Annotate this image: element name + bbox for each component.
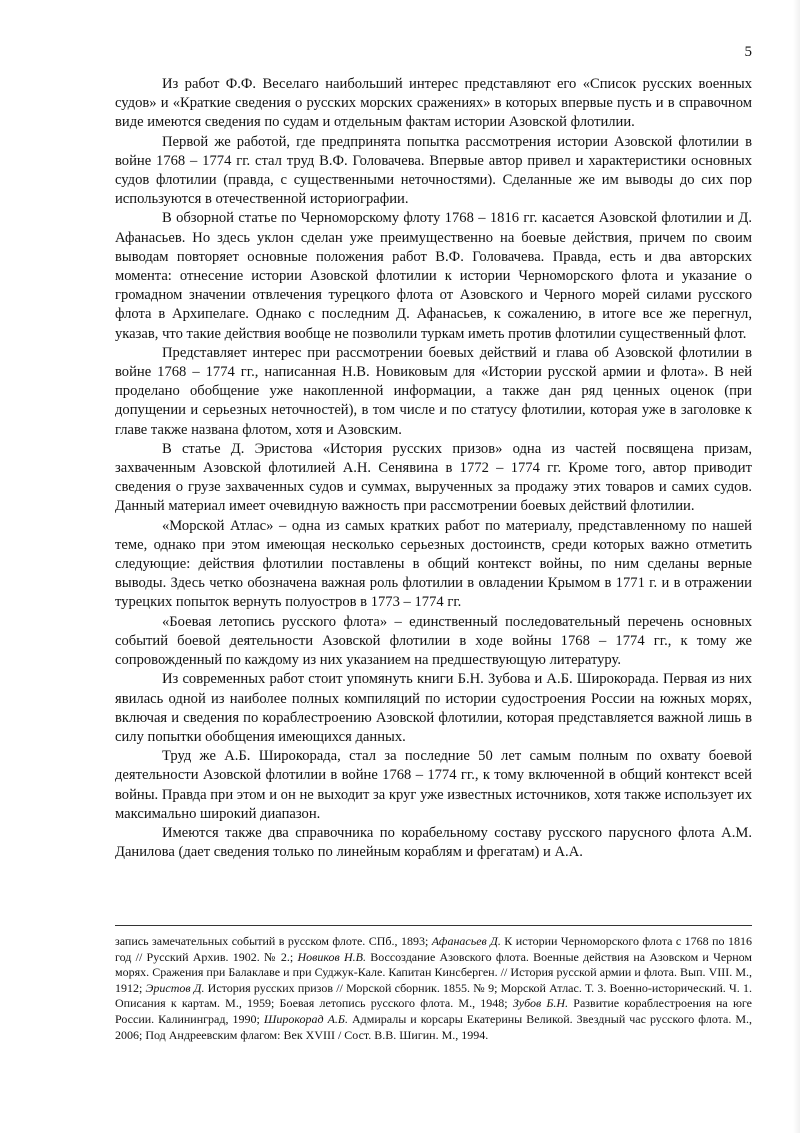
footnote-segment: Развитие кораблестроения на юге России. Калининград, 1990; (115, 996, 752, 1026)
footnote-author: Зубов Б.Н. (512, 996, 569, 1011)
body-text (115, 75, 752, 862)
footnote-author: Афанасьев Д. (431, 934, 501, 948)
footnote-segment: К истории Черноморского флота с 1768 по 1816 год // Русский Архив. 1902. № 2.; (115, 934, 753, 964)
scan-edge-shadow (793, 0, 800, 1133)
footnote-author: Новиков Н.В. (297, 949, 366, 964)
paragraph-zubov-shirokorad: Из современных работ стоит упомянуть книги Б.Н. Зубова и А.Б. Широкорада. Первая из них явилась одной из наиболее полных компиляций по истории судостроения России на южных морях, включая и сведения по кораблестроению Азовской флотилии, которая представляется важной лишь в силу попытки обобщения имеющихся данных. (115, 671, 752, 745)
paragraph-danilov: Имеются также два справочника по корабельному составу русского парусного флота А.М. Данилова (дает сведения только по линейным кораблям и фрегатам) и А.А. (115, 824, 752, 861)
footnote-segment: История русских призов // Морской сборник. 1855. № 9; Морской Атлас. Т. 3. Военно-исторический. Ч. 1. Описания к картам. М., 1959; Боевая летопись русского флота. М., 1948; (115, 980, 752, 1011)
page-number: 5 (744, 44, 752, 60)
paragraph-morskoy-atlas: «Морской Атлас» – одна из самых кратких работ по материалу, представленному по нашей теме, однако при этом имеющая несколько серьезных достоинств, среди которых важно отметить следующие: действия флотилии поставлены в общий контекст войны, по ним сделаны верные выводы. Здесь четко обозначена важная роль флотилии в овладении Крымом в 1771 г. и в отражении турецких попыток вернуть полуостров в 1773 – 1774 гг. (115, 517, 752, 611)
footnote-separator (115, 925, 752, 926)
footnote-segment: Воссоздание Азовского флота. Военные действия на Азовском и Черном морях. Сражения при Балаклаве и при Суджук-Кале. Капитан Кинсберген. // История русской армии и флота. Вып. VIII. М., 1912; (115, 949, 752, 995)
paragraph-afanasiev: В обзорной статье по Черноморскому флоту 1768 – 1816 гг. касается Азовской флотилии и Д. Афанасьев. Но здесь уклон сделан уже преимущественно на боевые действия, причем по своим выводам повторяет основные положения работ В.Ф. Головачева. Правда, есть и два авторских момента: отнесение истории Азовской флотилии к истории Черноморского флота и указание о громадном значении отвлечения турецкого флота от Азовского и Черного морей силами русского флота в Архипелаге. Однако с последним Д. Афанасьев, к сожалению, в итоге все же перегнул, указав, что такие действия вообще не позволили туркам иметь против флотилии существенный флот. (115, 210, 752, 342)
footnote-segment: запись замечательных событий в русском флоте. СПб., 1893; (115, 934, 432, 948)
paragraph-eristov: В статье Д. Эристова «История русских призов» одна из частей посвящена призам, захваченным Азовской флотилией А.Н. Сенявина в 1772 – 1774 гг. Кроме того, автор приводит сведения о грузе захваченных судов и суммах, вырученных за продажу этих товаров и самих судов. Данный материал имеет очевидную важность при рассмотрении боевых действий флотилии. (115, 440, 752, 515)
footnote-text (115, 934, 752, 1043)
footnote-segment: Адмиралы и корсары Екатерины Великой. Звездный час русского флота. М., 2006; Под Андреевским флагом: Век XVIII / Сост. В.В. Шигин. М., 1994. (115, 1011, 752, 1042)
footnote-author: Эристов Д. (145, 980, 205, 995)
footnote-author: Широкорад А.Б. (263, 1011, 348, 1026)
paragraph-veselago: Из работ Ф.Ф. Веселаго наибольший интерес представляют его «Список русских военных судов» и «Краткие сведения о русских морских сражениях» в которых впервые пусть и в справочном виде имеются сведения по судам и отдельным фактам истории Азовской флотилии. (115, 76, 752, 131)
paragraph-novikov: Представляет интерес при рассмотрении боевых действий и глава об Азовской флотилии в войне 1768 – 1774 гг., написанная Н.В. Новиковым для «Истории русской армии и флота». В ней проделано обобщение уже накопленной информации, а также дан ряд ценных оценок (при допущении и серьезных неточностей), в том числе и по статусу флотилии, которая уже в заголовке к главе также названа флотом, хотя и Азовским. (115, 344, 752, 438)
paragraph-golovachev: Первой же работой, где предпринята попытка рассмотрения истории Азовской флотилии в войне 1768 – 1774 гг. стал труд В.Ф. Головачева. Впервые автор привел и характеристики основных судов флотилии (правда, с существенными неточностями). Сделанные же им выводы до сих пор используются в отечественной историографии. (115, 133, 752, 208)
paragraph-shirokorad: Труд же А.Б. Широкорада, стал за последние 50 лет самым полным по охвату боевой деятельности Азовской флотилии в войне 1768 – 1774 гг., к тому включенной в общий контекст всей войны. Правда при этом и он не выходит за круг уже известных источников, хотя также использует их максимально широкий диапазон. (115, 748, 752, 822)
paragraph-boevaya-letopis: «Боевая летопись русского флота» – единственный последовательный перечень основных событий боевой деятельности Азовской флотилии в ходе войны 1768 – 1774 гг., к тому же сопровожденный по каждому из них указанием на предшествующую литературу. (115, 613, 752, 669)
footnotes (115, 934, 752, 1043)
